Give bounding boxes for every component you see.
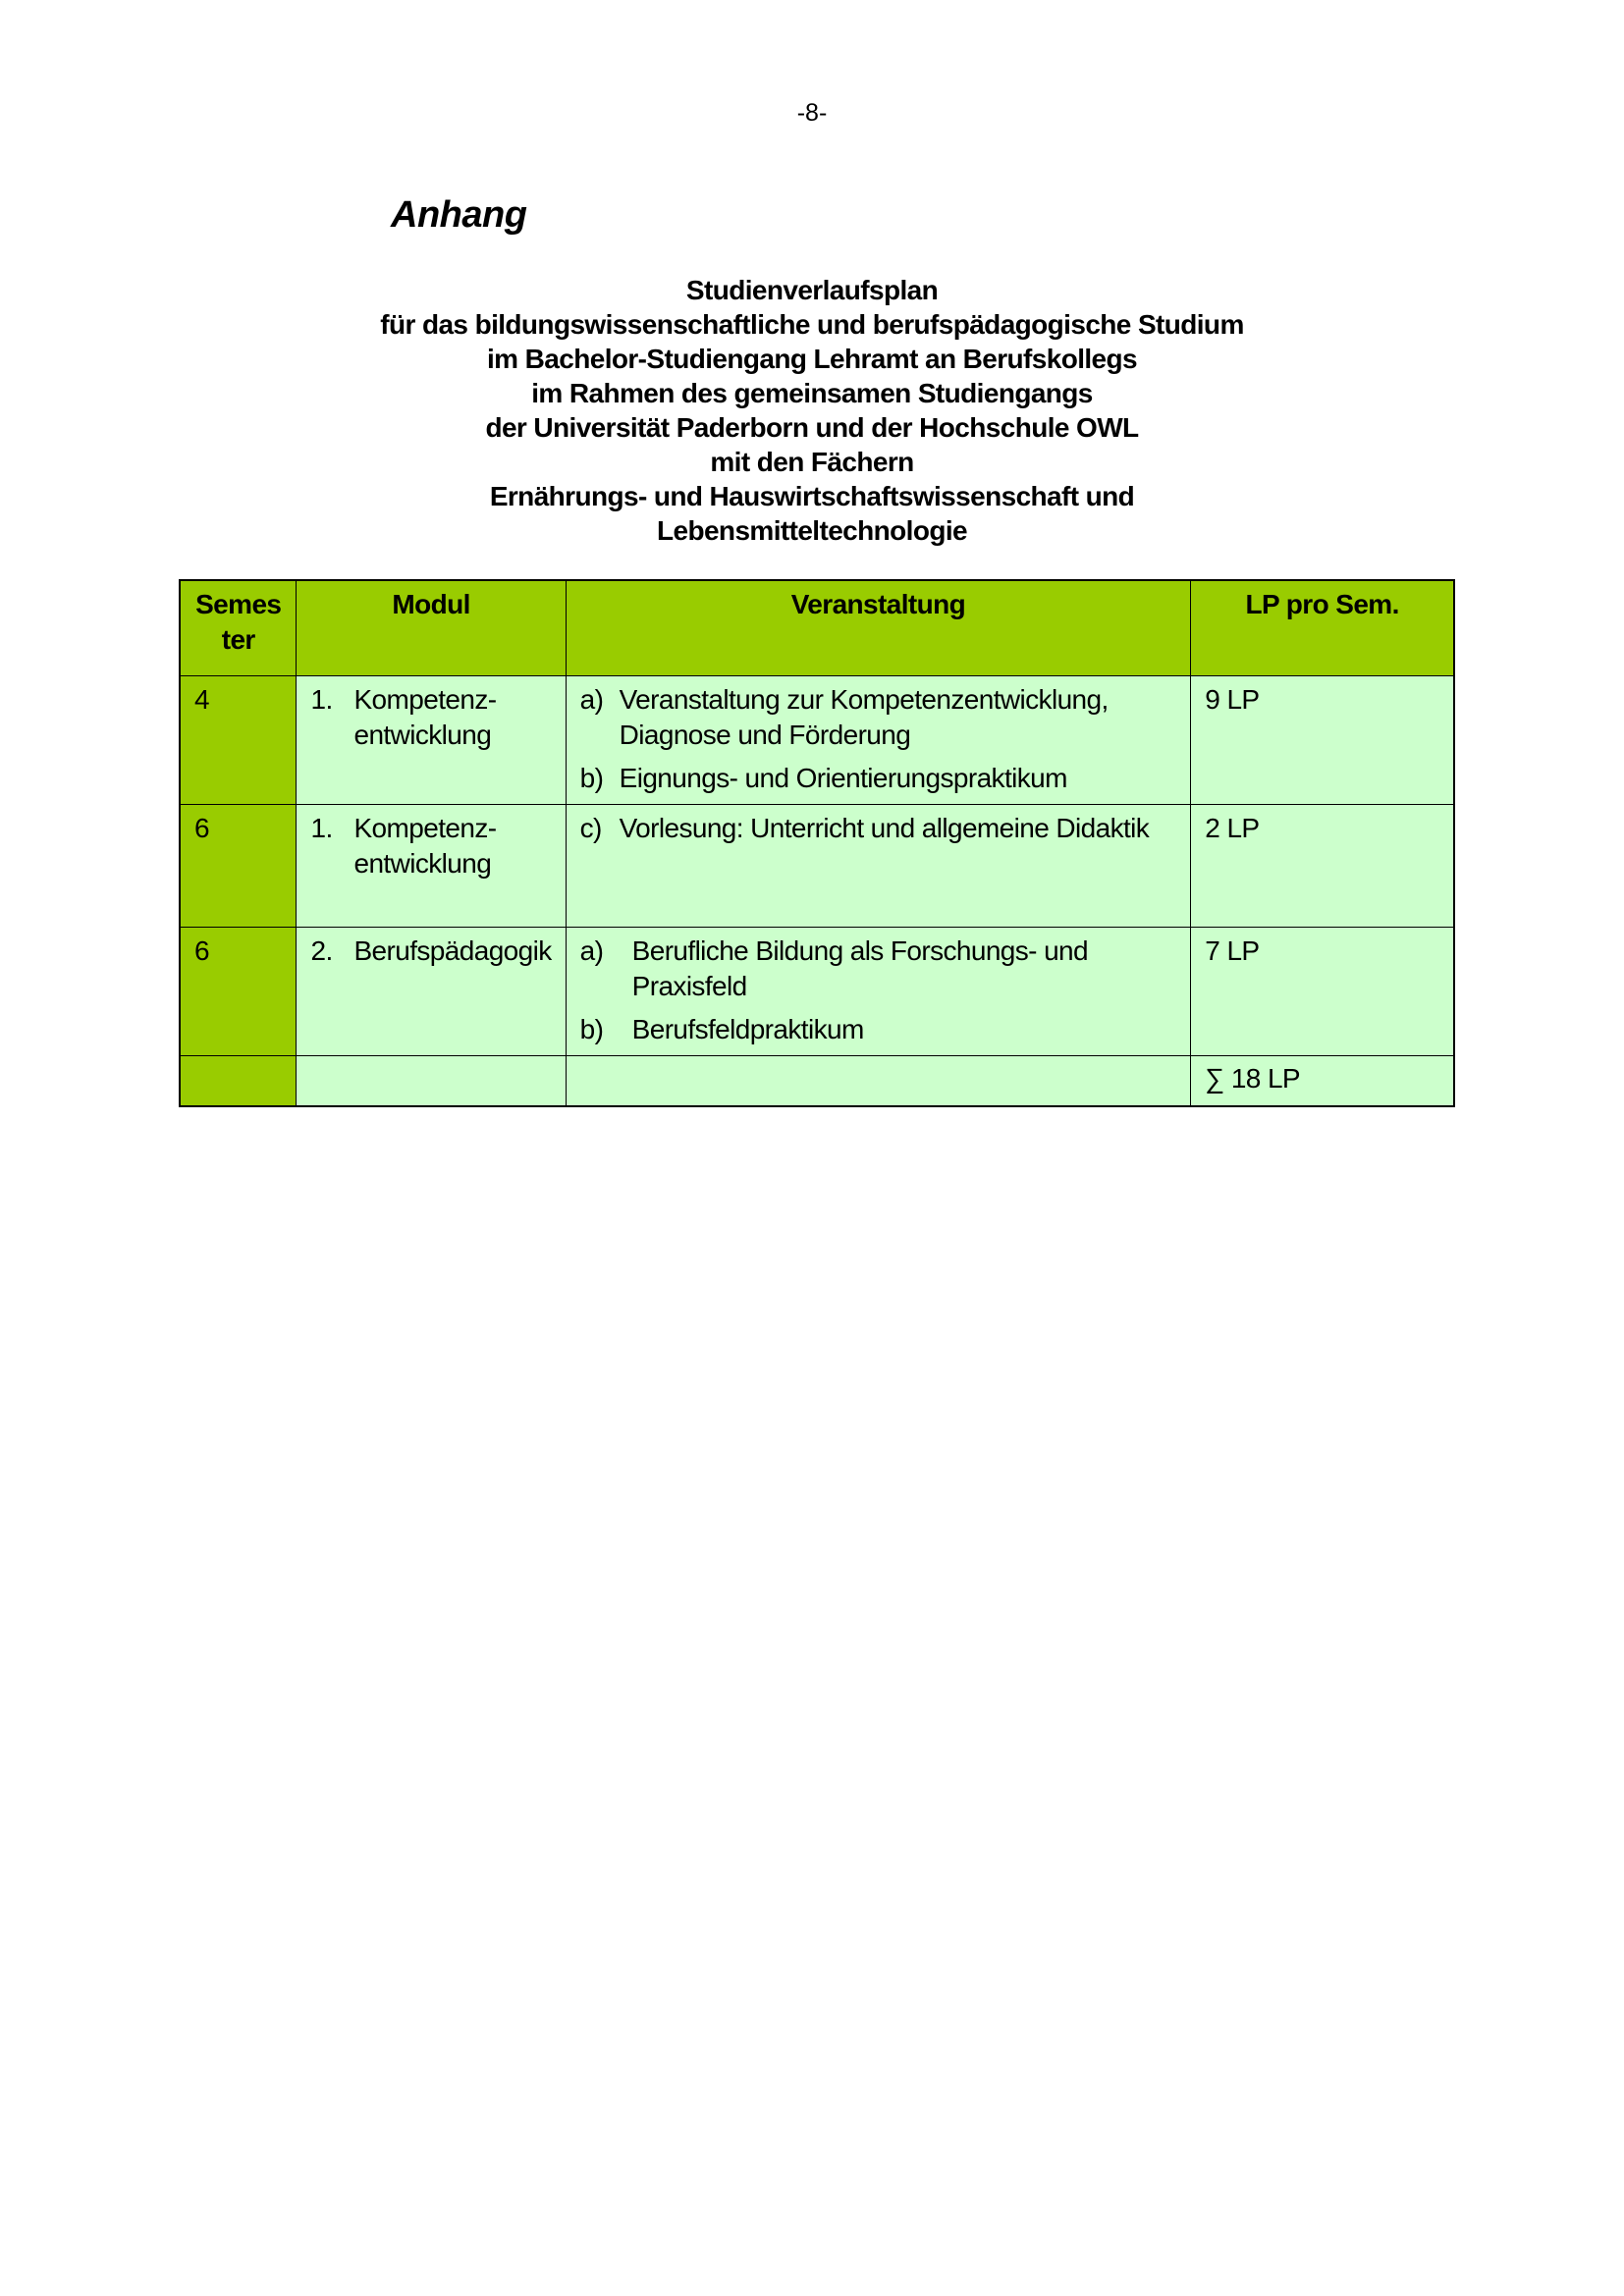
- table-header-row: [180, 580, 1454, 676]
- table-row: [180, 676, 1454, 805]
- modul-name: entwicklung: [353, 720, 492, 750]
- lp-cell: 9 LP: [1191, 676, 1454, 805]
- title-line: Studienverlaufsplan: [685, 275, 939, 305]
- header-veranstaltung: Veranstaltung: [566, 580, 1191, 676]
- title-line: für das bildungswissenschaftliche und berufspädagogische Studium: [380, 309, 1244, 340]
- lp-cell: 7 LP: [1191, 928, 1454, 1056]
- veranstaltung-cell: [566, 928, 1191, 1056]
- semester-cell-empty: [180, 1056, 297, 1107]
- semester-cell: 6: [180, 805, 297, 928]
- veranstaltung-cell: [566, 805, 1191, 928]
- modul-cell: [297, 805, 566, 928]
- item-text: Vorlesung: Unterricht und allgemeine Didaktik: [619, 813, 1150, 843]
- modul-cell: [297, 928, 566, 1056]
- item-label: b): [579, 1014, 604, 1044]
- modul-name: Berufspädagogik: [353, 935, 552, 966]
- title-line: Lebensmitteltechnologie: [656, 515, 968, 546]
- study-plan-table: [179, 579, 1455, 1107]
- table-row: [180, 928, 1454, 1056]
- header-modul: Modul: [297, 580, 566, 676]
- modul-name: Kompetenz-: [353, 684, 497, 715]
- total-row: [180, 1056, 1454, 1107]
- veranstaltung-cell-empty: [566, 1056, 1191, 1107]
- item-label: a): [579, 935, 604, 966]
- item-label: a): [579, 684, 604, 715]
- modul-cell: [297, 676, 566, 805]
- item-text: Veranstaltung zur Kompetenzentwicklung, Diagnose und Förderung: [619, 684, 1109, 750]
- modul-number: 1.: [310, 684, 333, 715]
- header-semester: Semes ter: [180, 580, 297, 676]
- modul-number: 2.: [310, 935, 333, 966]
- header-lp: LP pro Sem.: [1191, 580, 1454, 676]
- semester-cell: 6: [180, 928, 297, 1056]
- item-label: b): [579, 763, 604, 793]
- semester-cell: 4: [180, 676, 297, 805]
- item-label: c): [579, 813, 602, 843]
- title-line: im Bachelor-Studiengang Lehramt an Berufskollegs: [487, 344, 1137, 374]
- table-row: [180, 805, 1454, 928]
- title-line: der Universität Paderborn und der Hochschule OWL: [485, 412, 1139, 443]
- title-block: [321, 273, 1303, 548]
- title-line: mit den Fächern: [710, 447, 914, 477]
- modul-name: entwicklung: [353, 848, 492, 879]
- veranstaltung-cell: [566, 676, 1191, 805]
- title-line: Ernährungs- und Hauswirtschaftswissenschaft und: [489, 481, 1135, 511]
- item-text: Eignungs- und Orientierungspraktikum: [619, 763, 1067, 793]
- modul-cell-empty: [297, 1056, 566, 1107]
- modul-number: 1.: [310, 813, 333, 843]
- section-heading: Anhang: [391, 194, 527, 236]
- item-text: Berufliche Bildung als Forschungs- und Praxisfeld: [631, 935, 1088, 1001]
- total-lp-cell: ∑ 18 LP: [1191, 1056, 1454, 1107]
- item-text: Berufsfeldpraktikum: [631, 1014, 864, 1044]
- title-line: im Rahmen des gemeinsamen Studiengangs: [531, 378, 1093, 408]
- page-number: -8-: [796, 99, 828, 127]
- modul-name: Kompetenz-: [353, 813, 497, 843]
- lp-cell: 2 LP: [1191, 805, 1454, 928]
